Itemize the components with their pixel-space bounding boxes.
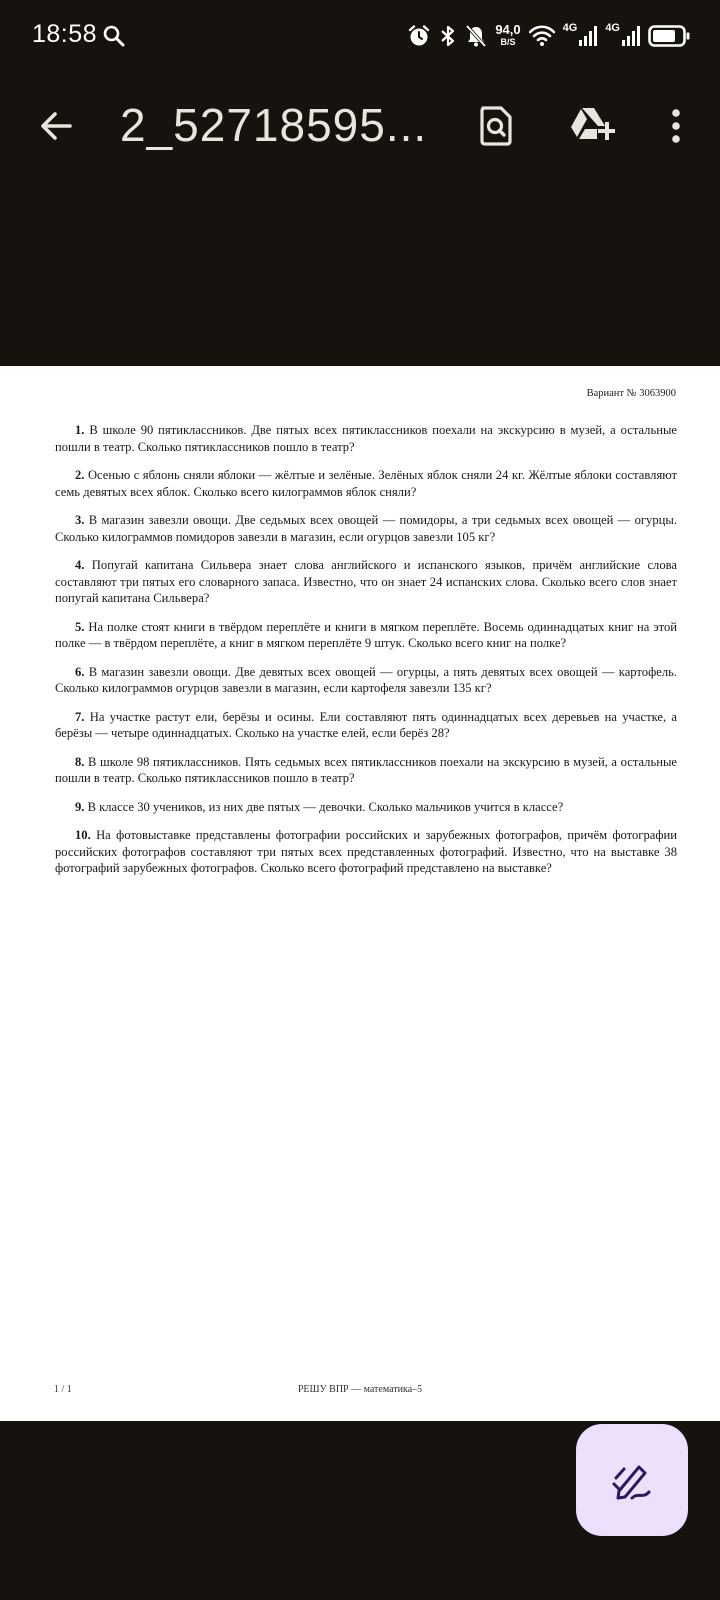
problem-text: В классе 30 учеников, из них две пятых — девочки. Сколько мальчиков учится в классе? <box>87 799 564 814</box>
problem-number: 10. <box>75 828 91 842</box>
bluetooth-icon <box>439 24 457 48</box>
battery-icon <box>648 24 690 48</box>
problem-number: 8. <box>75 754 85 769</box>
problem-item <box>55 422 677 455</box>
signal-bars-icon <box>579 25 597 47</box>
problem-item <box>55 709 677 742</box>
add-to-drive-icon <box>569 106 615 146</box>
problem-item <box>55 799 677 816</box>
arrow-back-icon <box>38 108 74 144</box>
problem-item <box>55 827 677 877</box>
document-title: 2_52718595... <box>120 99 428 151</box>
problem-text: На участке растут ели, берёзы и осины. Ели составляют пять одиннадцатых всех деревьев на участке, а берёзы — четыре одиннадцатых. Сколько на участке елей, если берёз 28? <box>55 709 677 740</box>
problem-number: 9. <box>75 799 85 814</box>
problem-number: 6. <box>75 664 85 679</box>
problem-text: Осенью с яблонь сняли яблоки — жёлтые и зелёные. Зелёных яблок сняли 24 кг. Жёлтые яблоки составляют семь девятых всех яблок. Сколько всего килограммов яблок сняли? <box>55 468 677 499</box>
problem-item <box>55 467 677 500</box>
variant-number: Вариант № 3063900 <box>586 388 676 399</box>
problem-item <box>55 754 677 787</box>
problem-number: 2. <box>75 468 85 482</box>
page-counter: 1 / 1 <box>54 1384 72 1395</box>
annotate-fab-button[interactable] <box>576 1424 688 1536</box>
problem-item <box>55 619 677 652</box>
more-options-button[interactable] <box>656 100 696 152</box>
more-vert-icon <box>670 108 682 144</box>
problem-item <box>55 664 677 697</box>
status-time: 18:58 <box>32 20 98 48</box>
problem-text: В школе 90 пятиклассников. Две пятых всех пятиклассников поехали на экскурсию в музей, а остальные пошли в театр. Сколько пятиклассников пошло в театр? <box>55 423 677 454</box>
alarm-icon <box>407 24 431 48</box>
problem-text: На полке стоят книги в твёрдом переплёте и книги в мягком переплёте. Восемь одиннадцатых книг на этой полке — в твёрдом переплёте, а книг в мягком переплёте 9 штук. Сколько всего книг на полке? <box>55 619 677 650</box>
page-footer-text: РЕШУ ВПР — математика–5 <box>297 1384 423 1395</box>
problem-text: В магазин завезли овощи. Две девятых всех овощей — огурцы, а пять девятых всех овощей — картофель. Сколько килограммов огурцов завезли в магазин, если картофеля завезли 135 кг? <box>55 664 677 695</box>
problem-text: В школе 98 пятиклассников. Пять седьмых всех пятиклассников поехали на экскурсию в музей, а остальные пошли в театр. Сколько пятиклассников пошло в театр? <box>55 754 677 785</box>
pdf-page[interactable] <box>0 366 720 1421</box>
annotate-pen-icon <box>610 1458 654 1502</box>
find-in-page-icon <box>479 106 513 146</box>
app-bar <box>0 72 720 184</box>
find-in-page-button[interactable] <box>472 100 520 152</box>
status-icons <box>407 20 690 52</box>
back-button[interactable] <box>32 102 80 150</box>
add-to-drive-button[interactable] <box>566 100 618 152</box>
problem-text: На фотовыставке представлены фотографии российских и зарубежных фотографов, причём фотографии российских фотографов составляют три пятых всех представленных фотографий. Известно, что на выставке 38 фотографий зарубежных фотографов. Сколько всего фотографий представлено на выставке? <box>55 828 677 875</box>
sim2-network-label: 4G <box>605 22 620 34</box>
search-icon <box>102 24 126 48</box>
problem-number: 5. <box>75 619 85 634</box>
problem-text: В магазин завезли овощи. Две седьмых всех овощей — помидоры, а три седьмых всех овощей — огурцы. Сколько килограммов помидоров завезли в магазин, если огурцов завезли 105 кг? <box>55 513 677 544</box>
problem-number: 3. <box>75 513 85 527</box>
network-speed-unit: B/S <box>500 37 516 47</box>
status-bar <box>0 0 720 72</box>
wifi-icon <box>529 25 555 47</box>
bell-off-icon <box>465 24 487 48</box>
problem-item <box>55 512 677 545</box>
problem-item <box>55 557 677 607</box>
problem-number: 4. <box>75 558 85 572</box>
network-speed <box>495 24 520 48</box>
problem-number: 7. <box>75 709 85 724</box>
problem-text: Попугай капитана Сильвера знает слова английского и испанского языков, причём английские слова составляют три пятых его словарного запаса. Известно, что он знает 24 испанских слова. Сколько всего слов знает попугай капитана Сильвера? <box>55 558 677 605</box>
signal-bars-icon <box>622 25 640 47</box>
sim1-network-label: 4G <box>562 22 578 34</box>
problem-number: 1. <box>75 423 85 437</box>
problem-list <box>55 422 677 889</box>
network-speed-value: 94,0 <box>495 22 521 37</box>
